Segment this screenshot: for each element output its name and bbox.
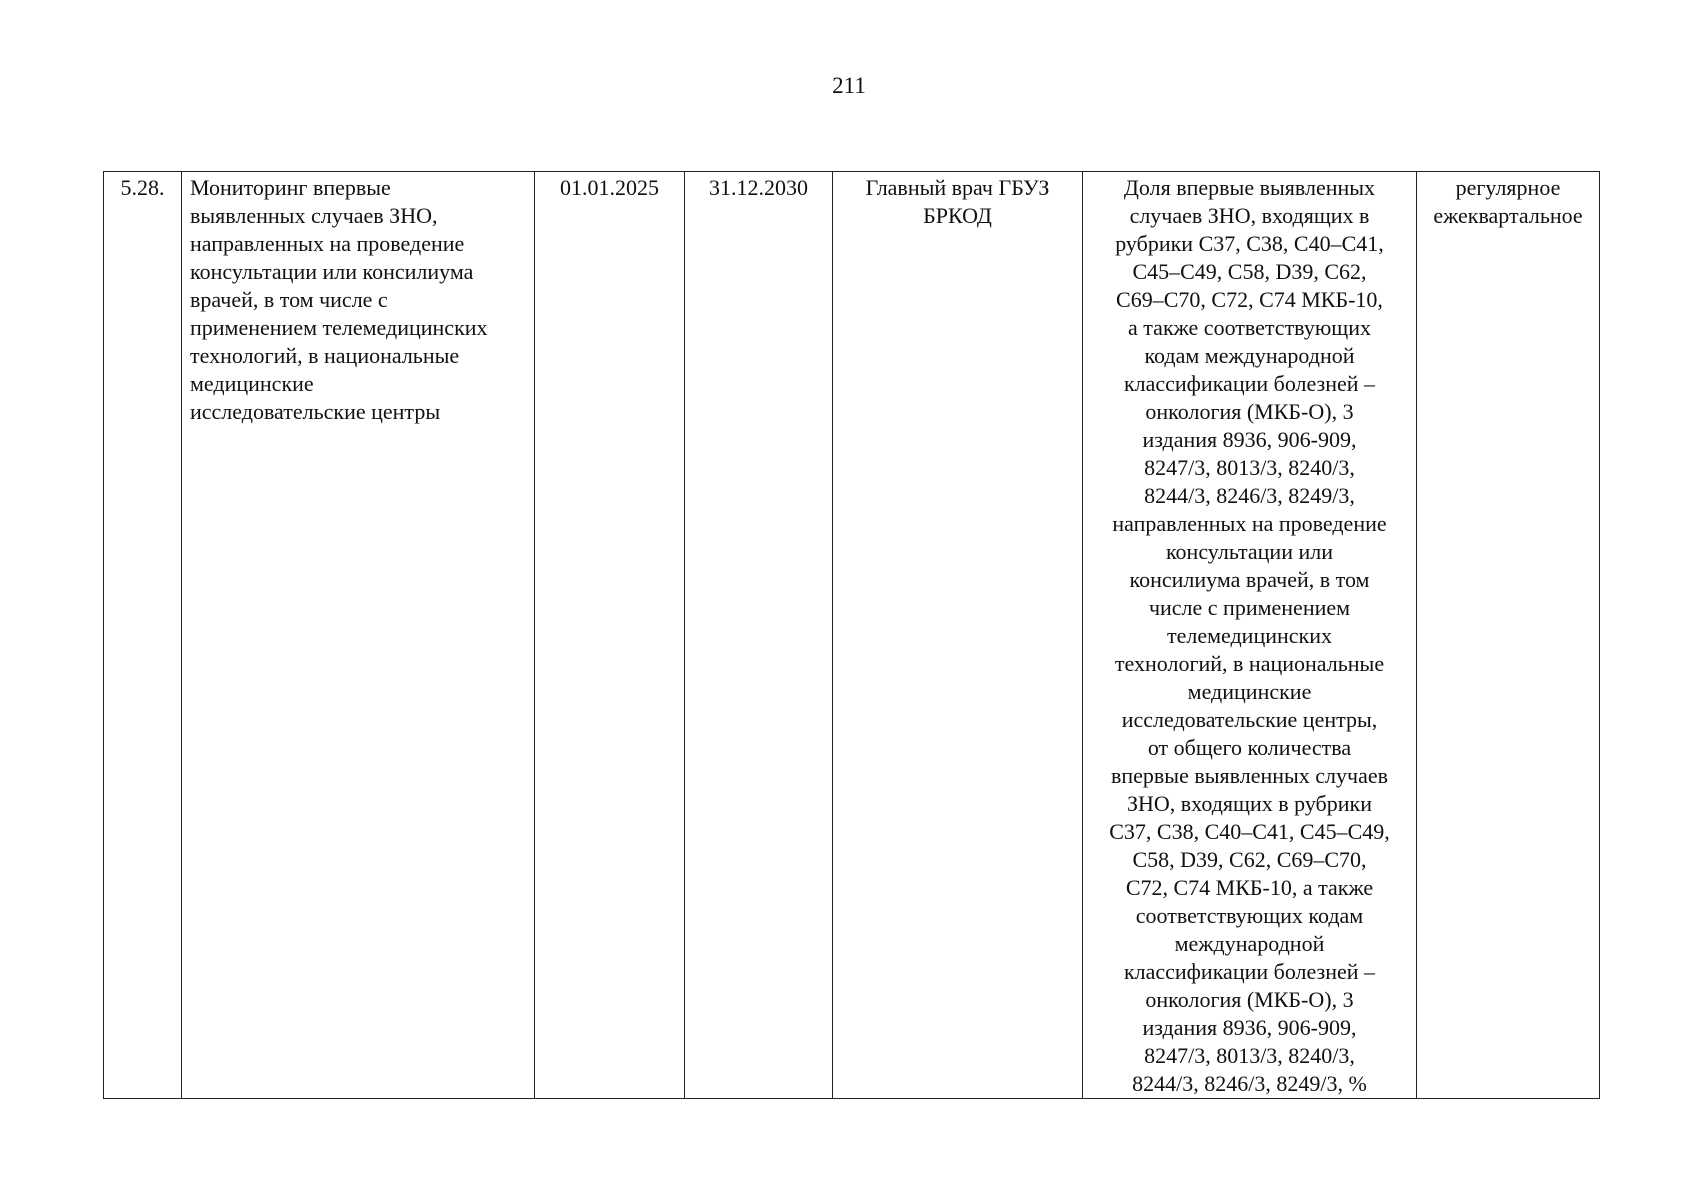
- page-number: 211: [832, 73, 866, 98]
- plan-table: [103, 171, 1600, 1099]
- responsible-person: Главный врач ГБУЗ БРКОД: [865, 175, 1050, 228]
- periodicity-cell: [1417, 172, 1600, 1099]
- responsible-cell: [833, 172, 1083, 1099]
- row-number: 5.28.: [120, 175, 165, 200]
- activity-name-cell: [182, 172, 535, 1099]
- end-date: 31.12.2030: [709, 175, 808, 200]
- end-date-cell: [685, 172, 833, 1099]
- start-date: 01.01.2025: [560, 175, 659, 200]
- row-number-cell: [104, 172, 182, 1099]
- indicator-cell: [1083, 172, 1417, 1099]
- periodicity-text: регулярное ежеквартальное: [1433, 175, 1583, 228]
- table-row: [104, 172, 1600, 1099]
- indicator-text: Доля впервые выявленных случаев ЗНО, входящих в рубрики С37, С38, С40–С41, С45–С49, С58, D39, С62, С69–С70, С72, С74 МКБ-10, а также соответствующих кодам международной классификации болезней – онкология (МКБ-О), 3 издания 8936, 906-909, 8247/3, 8013/3, 8240/3, 8244/3, 8246/3, 8249/3, направленных на проведение консультации или консилиума врачей, в том числе с применением телемедицинских технологий, в национальные медицинские исследовательские центры, от общего количества впервые выявленных случаев ЗНО, входящих в рубрики С37, С38, С40–С41, С45–С49, С58, D39, С62, С69–С70, С72, С74 МКБ-10, а также соответствующих кодам международной классификации болезней – онкология (МКБ-О), 3 издания 8936, 906-909, 8247/3, 8013/3, 8240/3, 8244/3, 8246/3, 8249/3, %: [1109, 175, 1390, 1096]
- start-date-cell: [535, 172, 685, 1099]
- activity-name: Мониторинг впервые выявленных случаев ЗНО, направленных на проведение консультации или консилиума врачей, в том числе с применением телемедицинских технологий, в национальные медицинские исследовательские центры: [190, 175, 488, 424]
